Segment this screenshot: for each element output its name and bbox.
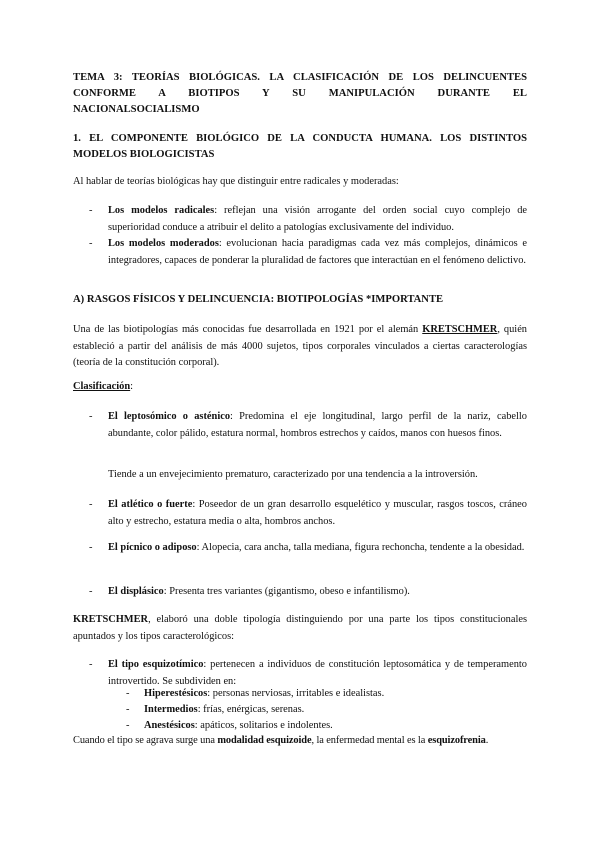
list-item-esquizotimico: El tipo esquizotímico: pertenecen a individuos de constitución leptosomática y de temperamento introvertido. Se subdividen en:	[108, 659, 527, 687]
list-item-moderate-models: Los modelos moderados: evolucionan hacia paradigmas cada vez más complejos, dinámicos e integradores, capaces de ponderar la pluralidad de factores que interactúan en el fenómeno delictivo.	[108, 238, 527, 266]
kretschmer-double-paragraph: KRETSCHMER, elaboró una doble tipología distinguiendo por una parte los tipos constitucionales apuntados y los tipos caracterológicos:	[73, 614, 527, 642]
bullet-dash: -	[89, 411, 93, 422]
list-item-leptosomico: El leptosómico o asténico: Predomina el eje longitudinal, largo perfil de la nariz, cabello abundante, color pálido, estatura normal, hombros estrechos y caídos, manos con huesos finos.	[108, 411, 527, 439]
intro-paragraph: Al hablar de teorías biológicas hay que distinguir entre radicales y moderadas:	[73, 176, 399, 187]
closing-paragraph: Cuando el tipo se agrava surge una modalidad esquizoide, la enfermedad mental es la esquizofrenia.	[73, 735, 489, 746]
bullet-dash: -	[89, 238, 93, 249]
page-title: TEMA 3: TEORÍAS BIOLÓGICAS. LA CLASIFICACIÓN DE LOS DELINCUENTES CONFORME A BIOTIPOS Y SU MANIPULACIÓN DURANTE EL NACIONALSOCIALISMO	[73, 72, 527, 115]
bullet-dash: -	[89, 659, 93, 670]
bullet-dash: -	[89, 586, 93, 597]
kretschmer-intro-paragraph: Una de las biotipologías más conocidas fue desarrollada en 1921 por el alemán KRETSCHMER, quién estableció a partir del análisis de más 4000 sujetos, tipos corporales vinculados a ciertas caracterologías (teoría de la constitución corporal).	[73, 324, 527, 368]
list-item-radical-models: Los modelos radicales: reflejan una visión arrogante del orden social cuyo complejo de superioridad conduce a atribuir el delito a patologías exclusivamente del individuo.	[108, 205, 527, 233]
list-item-displasico: El displásico: Presenta tres variantes (gigantismo, obeso e infantilismo).	[108, 586, 410, 597]
section-heading-1: 1. EL COMPONENTE BIOLÓGICO DE LA CONDUCTA HUMANA. LOS DISTINTOS MODELOS BIOLOGICISTAS	[73, 133, 527, 160]
clasificacion-heading: Clasificación:	[73, 381, 134, 392]
list-item-atletico: El atlético o fuerte: Poseedor de un gran desarrollo esquelético y muscular, rasgos toscos, cráneo alto y estrecho, estatura media o alta, hombros anchos.	[108, 499, 527, 527]
bullet-dash: -	[89, 499, 93, 510]
section-heading-a: A) RASGOS FÍSICOS Y DELINCUENCIA: BIOTIPOLOGÍAS *IMPORTANTE	[73, 294, 444, 305]
sub-item-hiperestesicos: Hiperestésicos: personas nerviosas, irritables e idealistas.	[144, 688, 385, 699]
sub-item-intermedios: Intermedios: frías, enérgicas, serenas.	[144, 704, 305, 715]
sub-bullet-dash: -	[126, 688, 130, 699]
leptosomico-extra: Tiende a un envejecimiento prematuro, caracterizado por una tendencia a la introversión.	[108, 469, 478, 480]
sub-bullet-dash: -	[126, 704, 130, 715]
sub-bullet-dash: -	[126, 720, 130, 731]
bullet-dash: -	[89, 205, 93, 216]
sub-item-anestesicos: Anestésicos: apáticos, solitarios e indolentes.	[144, 720, 333, 731]
list-item-picnico: El pícnico o adiposo: Alopecia, cara ancha, talla mediana, figura rechoncha, tendente a la obesidad.	[108, 542, 525, 553]
bullet-dash: -	[89, 542, 93, 553]
